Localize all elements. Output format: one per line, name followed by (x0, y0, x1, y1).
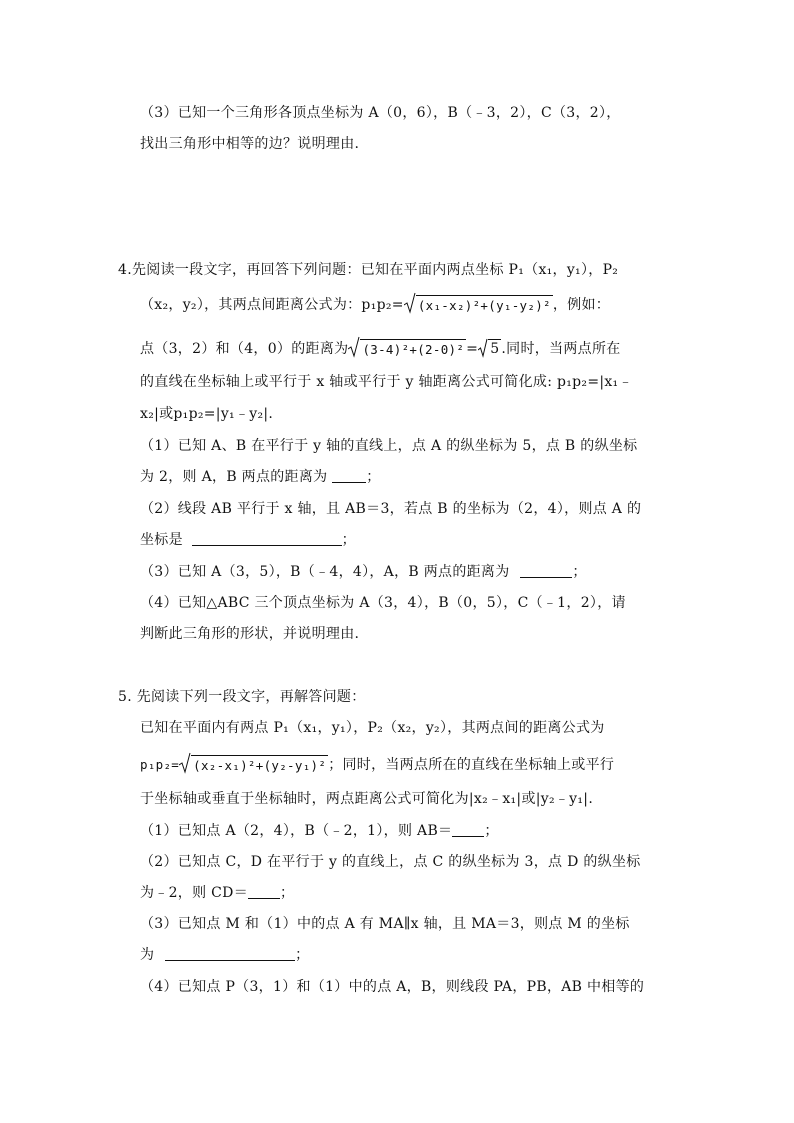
q5-s3-end: ； (295, 947, 310, 963)
q4-s1-end: ； (366, 469, 381, 485)
q4-s4-line1: （4）已知△ABC 三个顶点坐标为 A（3，4），B（0，5），C（﹣1，2），请 (140, 595, 626, 611)
radical-icon (179, 752, 191, 774)
answer-blank[interactable] (192, 531, 342, 546)
sqrt-formula-2 (348, 336, 466, 358)
q4-line5: x₂|或p₁p₂=|y₁﹣y₂|. (140, 406, 274, 422)
q5-s4-line1: （4）已知点 P（3，1）和（1）中的点 A，B，则线段 PA，PB，AB 中相等的 (140, 979, 645, 995)
answer-blank[interactable] (332, 468, 366, 483)
q5-s3-line2 (140, 945, 309, 965)
sqrt-formula-3 (179, 752, 328, 774)
q4-s1-line2 (140, 467, 381, 487)
q5-line3 (140, 752, 614, 775)
q5-s2-text: 为﹣2，则 CD＝ (140, 885, 248, 901)
q5-s2-line2 (140, 883, 294, 903)
q5-s1-end: ； (484, 823, 499, 839)
q4-line3-pre: 点（3，2）和（4，0）的距离为 (140, 341, 349, 357)
q5-s2-end: ； (280, 885, 295, 901)
q4-line4: 的直线在坐标轴上或平行于 x 轴或平行于 y 轴距离公式可简化成: p₁p₂=|x₁﹣ (140, 374, 633, 390)
q4-s2-text: 坐标是 (140, 532, 183, 548)
answer-blank[interactable] (248, 884, 280, 899)
q5-line4: 于坐标轴或垂直于坐标轴时，两点距离公式可简化为|x₂﹣x₁|或|y₂﹣y₁|. (140, 791, 594, 807)
sqrt-5 (478, 338, 501, 358)
answer-blank[interactable] (165, 946, 295, 961)
sqrt-formula-1 (404, 292, 553, 314)
q4-s3-text: （3）已知 A（3，5），B（﹣4，4），A，B 两点的距离为 (140, 564, 510, 580)
q4-s3-end: ； (572, 564, 587, 580)
q4-line2 (140, 292, 610, 315)
q5-line3-pre: p₁p₂= (140, 757, 180, 772)
q5-line3-post: ；同时，当两点所在的直线在坐标轴上或平行 (328, 757, 615, 773)
example-formula: (3-4)²+(2-0)² (360, 339, 466, 358)
q4-line2-post: ，例如： (552, 297, 611, 313)
q4-s3-line1 (140, 562, 587, 582)
distance-formula: (x₁-x₂)²+(y₁-y₂)² (416, 295, 553, 314)
q4-line1: 4.先阅读一段文字，再回答下列问题：已知在平面内两点坐标 P₁（x₁，y₁），P₂ (118, 262, 619, 278)
q4-s2-line1: （2）线段 AB 平行于 x 轴，且 AB＝3，若点 B 的坐标为（2，4），则点 A 的 (140, 501, 642, 517)
answer-blank[interactable] (520, 563, 572, 578)
q5-s1-text: （1）已知点 A（2，4），B（﹣2，1），则 AB＝ (140, 823, 453, 839)
sqrt-5-value: 5 (490, 341, 500, 357)
q4-line3 (140, 336, 621, 359)
q4-line3-post: .同时，当两点所在 (501, 341, 621, 357)
q4-s2-end: ； (341, 532, 356, 548)
radical-icon (348, 336, 360, 358)
q4-s2-line2 (140, 530, 356, 550)
q5-s1-line1 (140, 821, 499, 841)
q5-s2-line1: （2）已知点 C，D 在平行于 y 的直线上，点 C 的纵坐标为 3，点 D 的纵坐标 (140, 854, 641, 870)
radical-icon (478, 338, 488, 358)
radical-icon (404, 292, 416, 314)
q3-prev-line1: （3）已知一个三角形各顶点坐标为 A（0，6），B（﹣3，2），C（3，2）， (140, 105, 621, 121)
q4-s1-text: 为 2，则 A，B 两点的距离为 (140, 469, 328, 485)
q4-line2-pre: （x₂，y₂），其两点间距离公式为：p₁p₂= (140, 297, 404, 313)
q5-line1: 5. 先阅读下列一段文字，再解答问题： (118, 689, 366, 705)
q5-s3-line1: （3）已知点 M 和（1）中的点 A 有 MA∥x 轴，且 MA＝3，则点 M 的坐标 (140, 916, 630, 932)
q5-s3-text: 为 (140, 947, 155, 963)
q5-line2: 已知在平面内有两点 P₁（x₁，y₁），P₂（x₂，y₂），其两点间的距离公式为 (140, 720, 605, 736)
distance-formula: (x₂-x₁)²+(y₂-y₁)² (191, 755, 328, 774)
answer-blank[interactable] (452, 822, 484, 837)
q4-line3-eq: = (466, 341, 479, 357)
q3-prev-line2: 找出三角形中相等的边？说明理由. (140, 136, 360, 152)
q4-s1-line1: （1）已知 A、B 在平行于 y 轴的直线上，点 A 的纵坐标为 5，点 B 的纵坐标 (140, 438, 638, 454)
q4-s4-line2: 判断此三角形的形状，并说明理由. (140, 626, 360, 642)
